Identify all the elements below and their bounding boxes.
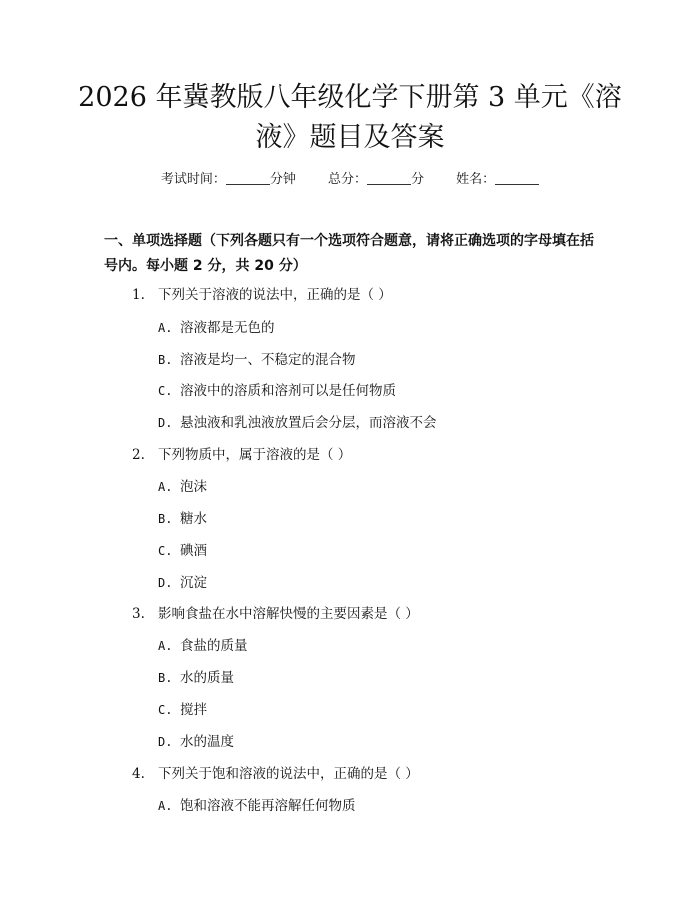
option-letter: C. bbox=[158, 703, 173, 717]
option-text: 水的质量 bbox=[180, 670, 234, 686]
question-1 bbox=[132, 283, 392, 303]
option-4a bbox=[158, 794, 356, 814]
option-text: 水的温度 bbox=[180, 734, 234, 750]
question-text: 下列物质中，属于溶液的是（ ） bbox=[158, 447, 352, 463]
question-text: 影响食盐在水中溶解快慢的主要因素是（ ） bbox=[158, 606, 419, 622]
option-3a bbox=[158, 634, 248, 654]
total-score-unit: 分 bbox=[411, 172, 425, 187]
option-1a bbox=[158, 316, 275, 336]
title-line-1: 2026 年冀教版八年级化学下册第 3 单元《溶 bbox=[78, 82, 622, 113]
option-2d bbox=[158, 571, 207, 591]
option-letter: B. bbox=[158, 353, 173, 367]
option-2b bbox=[158, 507, 207, 527]
total-score-blank bbox=[367, 172, 411, 185]
option-letter: B. bbox=[158, 512, 173, 526]
option-text: 泡沫 bbox=[180, 479, 207, 495]
student-name bbox=[456, 172, 539, 187]
total-score bbox=[328, 172, 428, 187]
option-text: 搅拌 bbox=[180, 702, 207, 718]
option-letter: C. bbox=[158, 544, 173, 558]
question-text: 下列关于饱和溶液的说法中，正确的是（ ） bbox=[158, 766, 419, 782]
question-2 bbox=[132, 443, 351, 463]
student-name-blank bbox=[495, 172, 539, 185]
option-text: 溶液是均一、不稳定的混合物 bbox=[180, 352, 356, 368]
question-number: 2. bbox=[132, 447, 145, 463]
option-letter: A. bbox=[158, 480, 173, 494]
option-letter: D. bbox=[158, 735, 173, 749]
option-1b bbox=[158, 348, 356, 368]
option-letter: A. bbox=[158, 321, 173, 335]
option-text: 悬浊液和乳浊液放置后会分层，而溶液不会 bbox=[180, 415, 437, 431]
option-letter: B. bbox=[158, 671, 173, 685]
exam-time-blank bbox=[226, 172, 270, 185]
exam-time-label: 考试时间： bbox=[160, 172, 226, 187]
student-name-label: 姓名： bbox=[456, 172, 496, 187]
option-2c bbox=[158, 539, 207, 559]
question-text: 下列关于溶液的说法中，正确的是（ ） bbox=[158, 287, 392, 303]
option-3c bbox=[158, 698, 207, 718]
option-1d bbox=[158, 411, 437, 431]
total-score-label: 总分： bbox=[327, 172, 367, 187]
option-letter: D. bbox=[158, 576, 173, 590]
option-3b bbox=[158, 666, 234, 686]
option-letter: C. bbox=[158, 384, 173, 398]
option-text: 饱和溶液不能再溶解任何物质 bbox=[180, 798, 356, 814]
option-text: 沉淀 bbox=[180, 575, 207, 591]
question-number: 1. bbox=[132, 287, 145, 303]
title-line-2: 液》题目及答案 bbox=[255, 122, 445, 153]
option-letter: D. bbox=[158, 416, 173, 430]
question-3 bbox=[132, 602, 419, 622]
exam-time-unit: 分钟 bbox=[269, 172, 296, 187]
exam-info-line bbox=[0, 168, 700, 187]
option-2a bbox=[158, 475, 207, 495]
question-4 bbox=[132, 762, 419, 782]
option-letter: A. bbox=[158, 639, 173, 653]
option-text: 溶液中的溶质和溶剂可以是任何物质 bbox=[180, 383, 396, 399]
option-text: 碘酒 bbox=[180, 543, 207, 559]
option-1c bbox=[158, 379, 396, 399]
section-heading: 一、单项选择题（下列各题只有一个选项符合题意，请将正确选项的字母填在括号内。每小题 2 分，共 20 分） bbox=[104, 233, 594, 274]
option-text: 食盐的质量 bbox=[180, 638, 248, 654]
option-letter: A. bbox=[158, 799, 173, 813]
document-title bbox=[60, 78, 640, 158]
option-3d bbox=[158, 730, 234, 750]
option-text: 溶液都是无色的 bbox=[180, 320, 275, 336]
question-number: 3. bbox=[132, 606, 145, 622]
question-number: 4. bbox=[132, 766, 145, 782]
exam-time bbox=[161, 172, 300, 187]
option-text: 糖水 bbox=[180, 511, 207, 527]
